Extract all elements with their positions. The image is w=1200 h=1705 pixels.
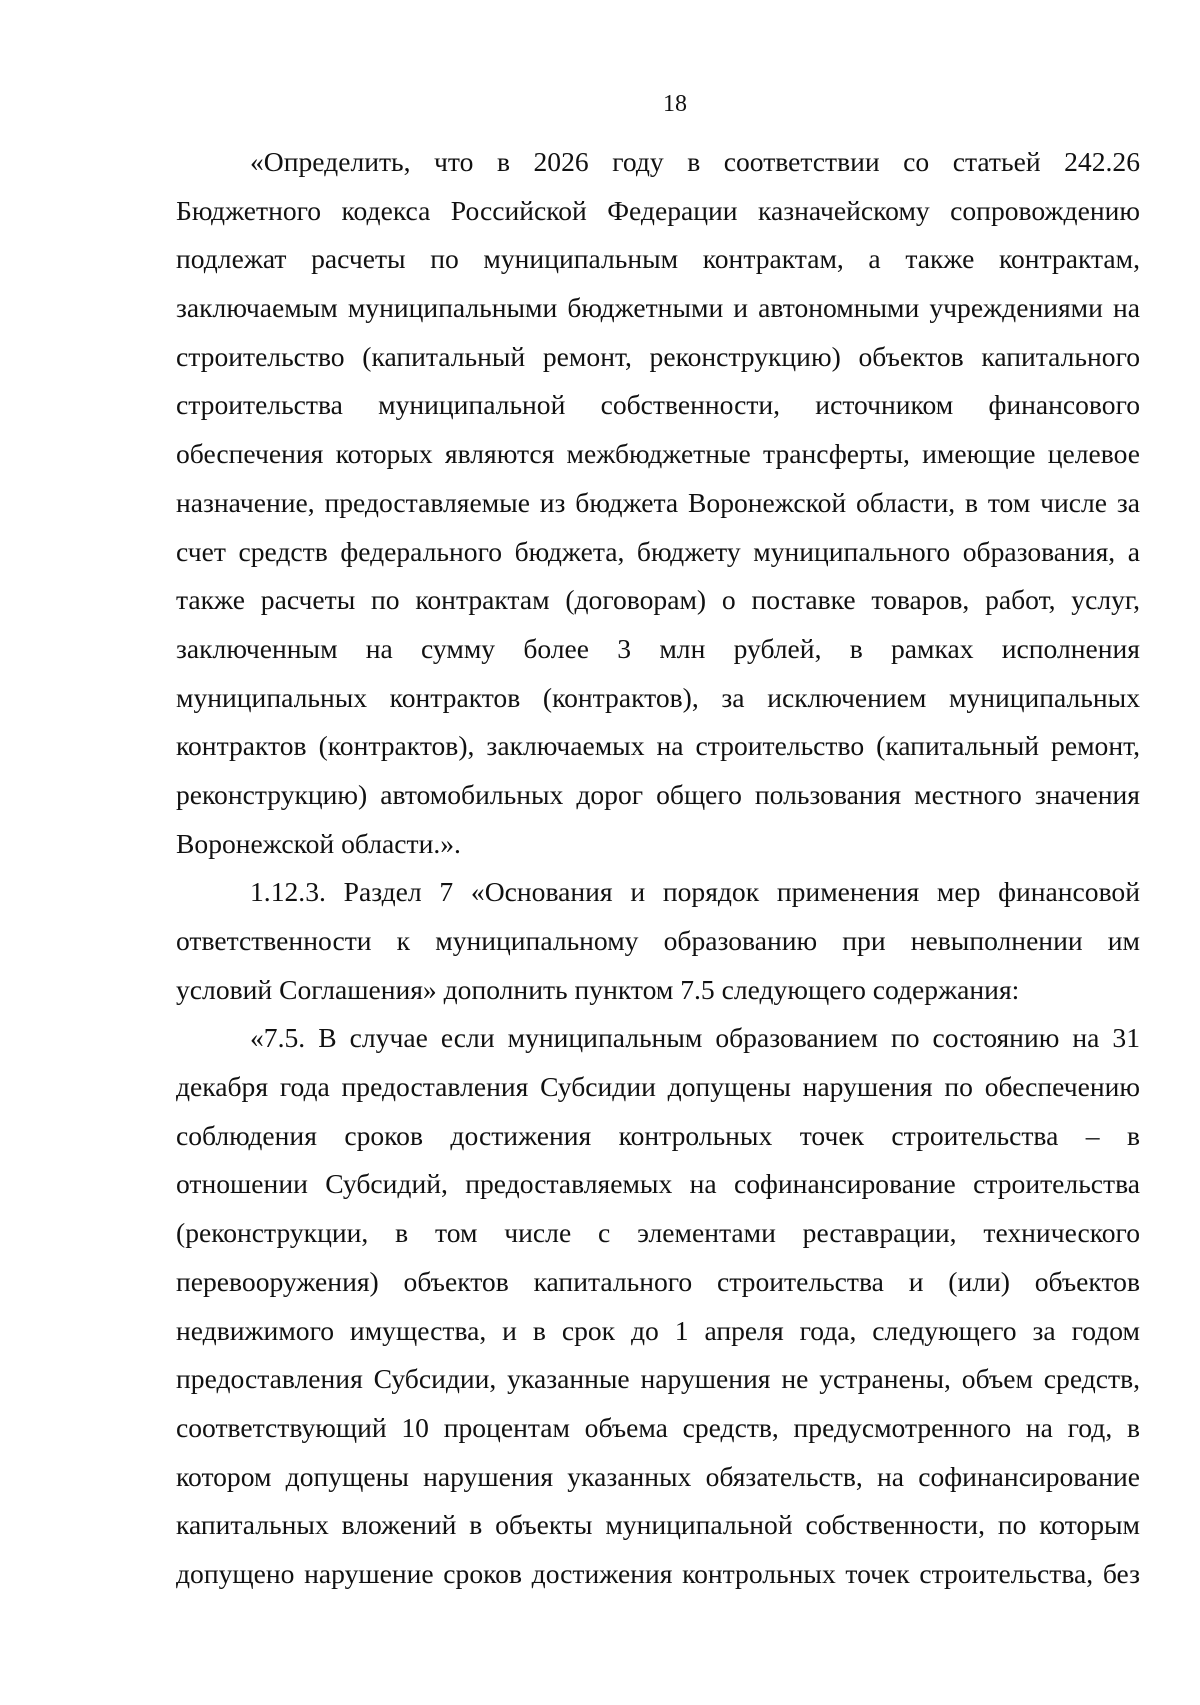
text-line: «Определить, что в 2026 году в соответствии со статьей 242.26	[250, 146, 1140, 177]
paragraph-3	[176, 1014, 1140, 1598]
text-line: (реконструкции, в том числе с элементами реставрации, технического	[176, 1217, 1140, 1249]
text-line: назначение, предоставляемые из бюджета Воронежской области, в том числе за	[176, 486, 1140, 518]
text-line: Бюджетного кодекса Российской Федерации казначейскому сопровождению	[176, 194, 1140, 226]
text-line: соблюдения сроков достижения контрольных точек строительства – в	[176, 1119, 1140, 1151]
paragraph-1	[176, 138, 1140, 868]
text-line: условий Соглашения» дополнить пунктом 7.5 следующего содержания:	[176, 973, 1020, 1005]
paragraph-2	[176, 868, 1140, 1014]
text-line: допущено нарушение сроков достижения контрольных точек строительства, без	[176, 1557, 1140, 1589]
text-line: соответствующий 10 процентам объема средств, предусмотренного на год, в	[176, 1411, 1140, 1443]
text-line: капитальных вложений в объекты муниципальной собственности, по которым	[176, 1509, 1140, 1541]
text-line: контрактов (контрактов), заключаемых на строительство (капитальный ремонт,	[176, 730, 1140, 762]
text-line: перевооружения) объектов капитального строительства и (или) объектов	[176, 1265, 1140, 1297]
text-line: строительство (капитальный ремонт, реконструкцию) объектов капитального	[176, 340, 1140, 372]
text-line: заключенным на сумму более 3 млн рублей, в рамках исполнения	[176, 632, 1140, 664]
text-line: котором допущены нарушения указанных обязательств, на софинансирование	[176, 1460, 1140, 1492]
text-line: также расчеты по контрактам (договорам) о поставке товаров, работ, услуг,	[176, 584, 1140, 616]
text-line: 1.12.3. Раздел 7 «Основания и порядок применения мер финансовой	[250, 876, 1140, 908]
text-line: обеспечения которых являются межбюджетные трансферты, имеющие целевое	[176, 438, 1140, 470]
text-line: ответственности к муниципальному образованию при невыполнении им	[176, 925, 1140, 956]
text-line: «7.5. В случае если муниципальным образованием по состоянию на 31	[250, 1022, 1140, 1054]
text-line: строительства муниципальной собственности, источником финансового	[176, 389, 1140, 421]
text-line: муниципальных контрактов (контрактов), за исключением муниципальных	[176, 681, 1140, 713]
text-line: реконструкцию) автомобильных дорог общего пользования местного значения	[176, 778, 1140, 810]
text-line: декабря года предоставления Субсидии допущены нарушения по обеспечению	[176, 1071, 1140, 1103]
document-body	[176, 138, 1140, 1599]
text-line: предоставления Субсидии, указанные нарушения не устранены, объем средств,	[176, 1363, 1140, 1395]
text-line: отношении Субсидий, предоставляемых на софинансирование строительства	[176, 1168, 1140, 1200]
text-line: Воронежской области.».	[176, 827, 461, 859]
text-line: подлежат расчеты по муниципальным контрактам, а также контрактам,	[176, 243, 1140, 275]
page-number: 18	[663, 91, 687, 117]
text-line: недвижимого имущества, и в срок до 1 апреля года, следующего за годом	[176, 1314, 1140, 1346]
text-line: счет средств федерального бюджета, бюджету муниципального образования, а	[176, 535, 1140, 567]
text-line: заключаемым муниципальными бюджетными и автономными учреждениями на	[176, 292, 1140, 324]
